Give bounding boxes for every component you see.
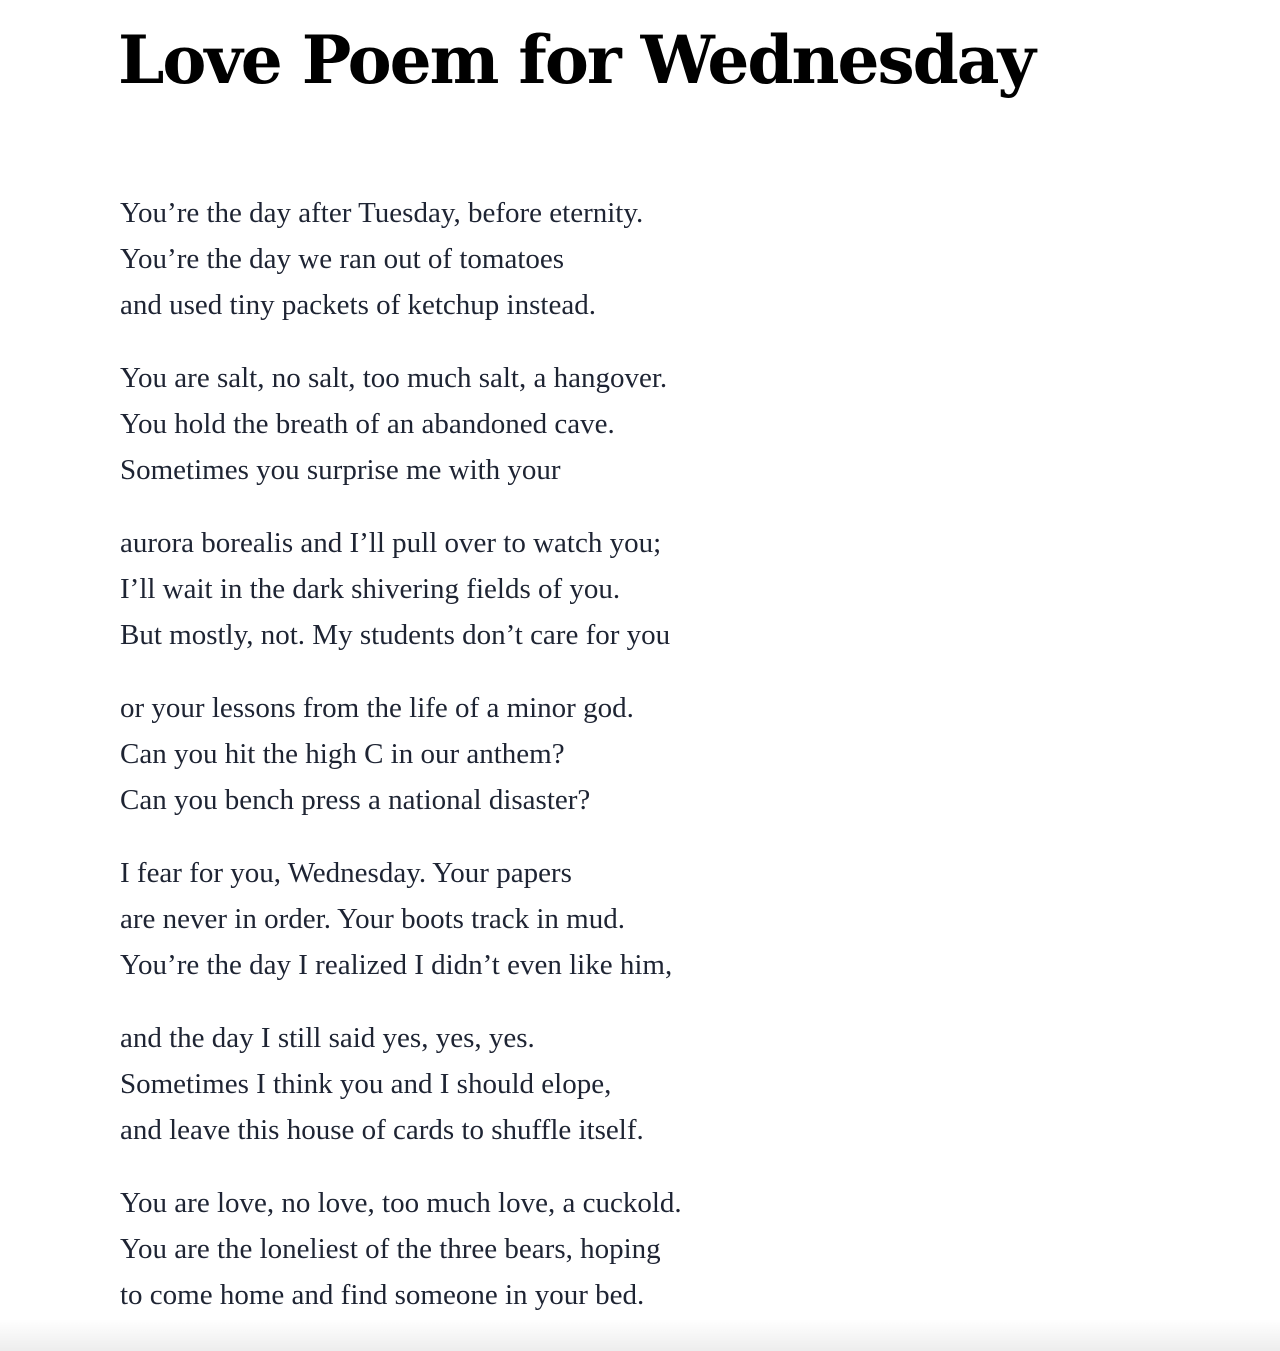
poem-line: are never in order. Your boots track in mud.: [120, 903, 625, 935]
poem-line: But mostly, not. My students don’t care for you: [120, 619, 671, 651]
poem-stanza: [120, 355, 880, 493]
poem-stanza: [120, 520, 880, 658]
poem-stanza: [120, 1015, 880, 1153]
poem-line: I fear for you, Wednesday. Your papers: [120, 857, 572, 889]
poem-line: and the day I still said yes, yes, yes.: [120, 1022, 535, 1054]
poem-stanza: [120, 190, 880, 328]
poem-line: Can you hit the high C in our anthem?: [120, 738, 565, 770]
poem-title: Love Poem for Wednesday: [118, 21, 1034, 99]
poem-line: You’re the day after Tuesday, before eternity.: [120, 197, 644, 229]
poem-stanza: [120, 850, 880, 988]
poem-body: [120, 190, 880, 1345]
poem-line: Can you bench press a national disaster?: [120, 784, 591, 816]
poem-line: aurora borealis and I’ll pull over to watch you;: [120, 527, 662, 559]
poem-line: and used tiny packets of ketchup instead.: [120, 289, 596, 321]
poem-line: or your lessons from the life of a minor god.: [120, 692, 634, 724]
poem-line: You are love, no love, too much love, a cuckold.: [120, 1187, 682, 1219]
poem-line: You hold the breath of an abandoned cave.: [120, 408, 615, 440]
poem-line: You are the loneliest of the three bears, hoping: [120, 1233, 661, 1265]
poem-line: to come home and find someone in your bed.: [120, 1279, 645, 1311]
poem-line: You’re the day I realized I didn’t even like him,: [120, 949, 673, 981]
poem-line: You are salt, no salt, too much salt, a hangover.: [120, 362, 668, 394]
poem-line: Sometimes I think you and I should elope,: [120, 1068, 612, 1100]
poem-stanza: [120, 1180, 880, 1318]
poem-line: I’ll wait in the dark shivering fields of you.: [120, 573, 621, 605]
poem-line: and leave this house of cards to shuffle itself.: [120, 1114, 644, 1146]
poem-line: Sometimes you surprise me with your: [120, 454, 561, 486]
poem-stanza: [120, 685, 880, 823]
poem-line: You’re the day we ran out of tomatoes: [120, 243, 565, 275]
